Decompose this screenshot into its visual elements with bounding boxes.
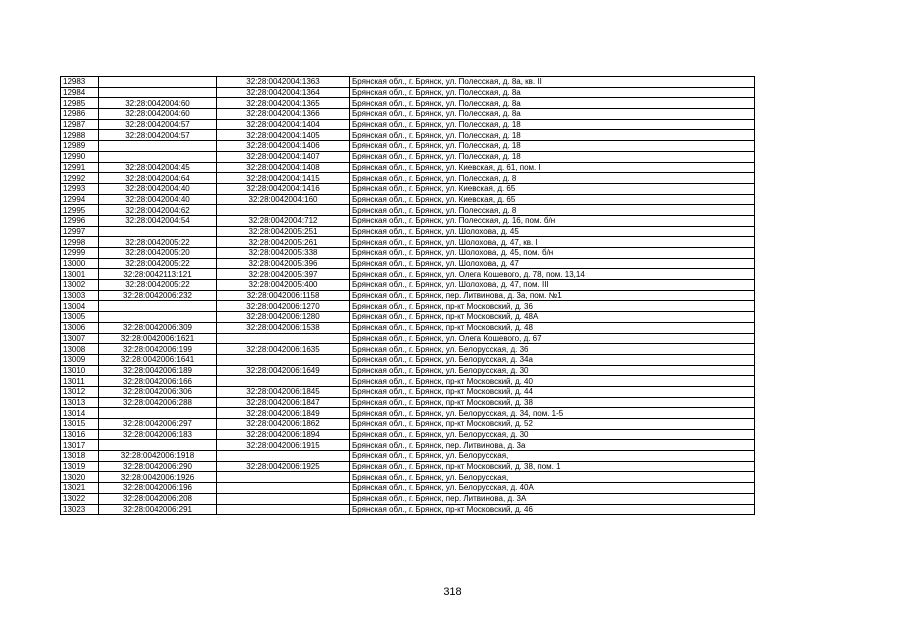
parent-cadastral-number-cell: 32:28:0042004:64 <box>99 173 217 184</box>
address-cell: Брянская обл., г. Брянск, ул. Белорусская, д. 30 <box>350 429 755 440</box>
cadastral-number-cell: 32:28:0042006:1894 <box>217 429 350 440</box>
table-row <box>61 77 755 88</box>
parent-cadastral-number-cell: 32:28:0042006:297 <box>99 419 217 430</box>
record-number-cell: 13023 <box>61 504 99 515</box>
record-number-cell: 12984 <box>61 87 99 98</box>
address-cell: Брянская обл., г. Брянск, ул. Белорусская, д. 30 <box>350 365 755 376</box>
parent-cadastral-number-cell <box>99 312 217 323</box>
address-cell: Брянская обл., г. Брянск, ул. Киевская, д. 65 <box>350 194 755 205</box>
parent-cadastral-number-cell: 32:28:0042004:62 <box>99 205 217 216</box>
record-number-cell: 12993 <box>61 183 99 194</box>
parent-cadastral-number-cell <box>99 77 217 88</box>
address-cell: Брянская обл., г. Брянск, пр-кт Московский, д. 38 <box>350 397 755 408</box>
cadastral-number-cell: 32:28:0042006:1847 <box>217 397 350 408</box>
table-row <box>61 301 755 312</box>
address-cell: Брянская обл., г. Брянск, пр-кт Московский, д. 48А <box>350 312 755 323</box>
cadastral-number-cell: 32:28:0042006:1158 <box>217 290 350 301</box>
address-cell: Брянская обл., г. Брянск, ул. Белорусская, д. 40А <box>350 483 755 494</box>
record-number-cell: 13000 <box>61 258 99 269</box>
record-number-cell: 12990 <box>61 151 99 162</box>
record-number-cell: 12989 <box>61 141 99 152</box>
cadastral-number-cell: 32:28:0042004:1405 <box>217 130 350 141</box>
parent-cadastral-number-cell: 32:28:0042004:40 <box>99 194 217 205</box>
record-number-cell: 13008 <box>61 344 99 355</box>
parent-cadastral-number-cell <box>99 151 217 162</box>
address-cell: Брянская обл., г. Брянск, ул. Полесская, д. 8 <box>350 205 755 216</box>
parent-cadastral-number-cell <box>99 301 217 312</box>
cadastral-number-cell: 32:28:0042004:160 <box>217 194 350 205</box>
table-row <box>61 215 755 226</box>
table-row <box>61 472 755 483</box>
table-row <box>61 386 755 397</box>
record-number-cell: 13019 <box>61 461 99 472</box>
address-cell: Брянская обл., г. Брянск, ул. Полесская, д. 8а <box>350 98 755 109</box>
parent-cadastral-number-cell: 32:28:0042006:288 <box>99 397 217 408</box>
table-row <box>61 419 755 430</box>
parent-cadastral-number-cell: 32:28:0042004:57 <box>99 119 217 130</box>
cadastral-number-cell: 32:28:0042004:1364 <box>217 87 350 98</box>
parent-cadastral-number-cell: 32:28:0042113:121 <box>99 269 217 280</box>
record-number-cell: 13020 <box>61 472 99 483</box>
cadastral-number-cell: 32:28:0042006:1915 <box>217 440 350 451</box>
cadastral-number-cell <box>217 376 350 387</box>
cadastral-number-cell <box>217 354 350 365</box>
record-number-cell: 13021 <box>61 483 99 494</box>
record-number-cell: 13006 <box>61 322 99 333</box>
parent-cadastral-number-cell: 32:28:0042006:189 <box>99 365 217 376</box>
cadastral-number-cell <box>217 472 350 483</box>
table-row <box>61 119 755 130</box>
address-cell: Брянская обл., г. Брянск, ул. Олега Кошевого, д. 78, пом. 13,14 <box>350 269 755 280</box>
address-cell: Брянская обл., г. Брянск, пер. Литвинова, д. 3А <box>350 493 755 504</box>
address-cell: Брянская обл., г. Брянск, ул. Белорусская, д. 36 <box>350 344 755 355</box>
address-cell: Брянская обл., г. Брянск, ул. Олега Кошевого, д. 67 <box>350 333 755 344</box>
address-cell: Брянская обл., г. Брянск, пер. Литвинова, д. 3а, пом. №1 <box>350 290 755 301</box>
cadastral-number-cell: 32:28:0042006:1845 <box>217 386 350 397</box>
parent-cadastral-number-cell: 32:28:0042006:1926 <box>99 472 217 483</box>
record-number-cell: 13005 <box>61 312 99 323</box>
record-number-cell: 13003 <box>61 290 99 301</box>
record-number-cell: 13004 <box>61 301 99 312</box>
cadastral-number-cell: 32:28:0042005:396 <box>217 258 350 269</box>
cadastral-number-cell <box>217 205 350 216</box>
record-number-cell: 13014 <box>61 408 99 419</box>
address-cell: Брянская обл., г. Брянск, ул. Полесская, д. 8а <box>350 109 755 120</box>
table-row <box>61 205 755 216</box>
parent-cadastral-number-cell <box>99 226 217 237</box>
cadastral-number-cell: 32:28:0042006:1280 <box>217 312 350 323</box>
cadastral-number-cell: 32:28:0042005:400 <box>217 280 350 291</box>
table-row <box>61 151 755 162</box>
table-row <box>61 333 755 344</box>
parent-cadastral-number-cell: 32:28:0042005:22 <box>99 237 217 248</box>
table-row <box>61 290 755 301</box>
parent-cadastral-number-cell: 32:28:0042006:166 <box>99 376 217 387</box>
table-row <box>61 376 755 387</box>
parent-cadastral-number-cell: 32:28:0042004:45 <box>99 162 217 173</box>
record-number-cell: 13002 <box>61 280 99 291</box>
table-row <box>61 354 755 365</box>
cadastral-number-cell: 32:28:0042006:1862 <box>217 419 350 430</box>
table-row <box>61 429 755 440</box>
cadastral-number-cell: 32:28:0042004:1404 <box>217 119 350 130</box>
table-row <box>61 162 755 173</box>
table-row <box>61 440 755 451</box>
parent-cadastral-number-cell: 32:28:0042006:306 <box>99 386 217 397</box>
table-row <box>61 344 755 355</box>
address-cell: Брянская обл., г. Брянск, ул. Шолохова, д. 45 <box>350 226 755 237</box>
table-row <box>61 109 755 120</box>
address-cell: Брянская обл., г. Брянск, пр-кт Московский, д. 44 <box>350 386 755 397</box>
address-cell: Брянская обл., г. Брянск, ул. Киевская, д. 61, пом. I <box>350 162 755 173</box>
record-number-cell: 12996 <box>61 215 99 226</box>
table-row <box>61 493 755 504</box>
cadastral-number-cell: 32:28:0042004:1416 <box>217 183 350 194</box>
record-number-cell: 13012 <box>61 386 99 397</box>
record-number-cell: 13010 <box>61 365 99 376</box>
record-number-cell: 12994 <box>61 194 99 205</box>
table-row <box>61 87 755 98</box>
cadastral-number-cell: 32:28:0042004:1408 <box>217 162 350 173</box>
parent-cadastral-number-cell <box>99 141 217 152</box>
address-cell: Брянская обл., г. Брянск, ул. Полесская, д. 18 <box>350 151 755 162</box>
parent-cadastral-number-cell <box>99 408 217 419</box>
address-cell: Брянская обл., г. Брянск, ул. Полесская, д. 16, пом. б/н <box>350 215 755 226</box>
cadastral-number-cell: 32:28:0042006:1270 <box>217 301 350 312</box>
record-number-cell: 12987 <box>61 119 99 130</box>
cadastral-number-cell: 32:28:0042004:712 <box>217 215 350 226</box>
table-row <box>61 483 755 494</box>
table-row <box>61 226 755 237</box>
table-row <box>61 194 755 205</box>
parent-cadastral-number-cell: 32:28:0042006:291 <box>99 504 217 515</box>
cadastral-number-cell: 32:28:0042006:1538 <box>217 322 350 333</box>
parent-cadastral-number-cell: 32:28:0042006:1641 <box>99 354 217 365</box>
table-row <box>61 408 755 419</box>
parent-cadastral-number-cell: 32:28:0042006:183 <box>99 429 217 440</box>
address-cell: Брянская обл., г. Брянск, ул. Шолохова, д. 47, пом. III <box>350 280 755 291</box>
cadastral-number-cell <box>217 333 350 344</box>
cadastral-number-cell: 32:28:0042005:397 <box>217 269 350 280</box>
address-cell: Брянская обл., г. Брянск, пер. Литвинова, д. 3а <box>350 440 755 451</box>
address-cell: Брянская обл., г. Брянск, ул. Полесская, д. 18 <box>350 119 755 130</box>
cadastral-number-cell: 32:28:0042005:251 <box>217 226 350 237</box>
parent-cadastral-number-cell: 32:28:0042006:199 <box>99 344 217 355</box>
parent-cadastral-number-cell: 32:28:0042005:22 <box>99 280 217 291</box>
address-cell: Брянская обл., г. Брянск, пр-кт Московский, д. 38, пом. 1 <box>350 461 755 472</box>
cadastral-number-cell <box>217 451 350 462</box>
cadastral-number-cell: 32:28:0042006:1635 <box>217 344 350 355</box>
parent-cadastral-number-cell: 32:28:0042005:20 <box>99 248 217 259</box>
cadastral-number-cell <box>217 504 350 515</box>
cadastral-number-cell: 32:28:0042005:338 <box>217 248 350 259</box>
parent-cadastral-number-cell: 32:28:0042004:54 <box>99 215 217 226</box>
record-number-cell: 13016 <box>61 429 99 440</box>
table-row <box>61 312 755 323</box>
address-cell: Брянская обл., г. Брянск, ул. Белорусская, д. 34а <box>350 354 755 365</box>
address-cell: Брянская обл., г. Брянск, пр-кт Московский, д. 48 <box>350 322 755 333</box>
parent-cadastral-number-cell: 32:28:0042004:60 <box>99 98 217 109</box>
parent-cadastral-number-cell <box>99 440 217 451</box>
parent-cadastral-number-cell: 32:28:0042006:208 <box>99 493 217 504</box>
table-row <box>61 248 755 259</box>
address-cell: Брянская обл., г. Брянск, ул. Киевская, д. 65 <box>350 183 755 194</box>
table-row <box>61 365 755 376</box>
record-number-cell: 13022 <box>61 493 99 504</box>
cadastral-number-cell: 32:28:0042004:1365 <box>217 98 350 109</box>
parent-cadastral-number-cell <box>99 87 217 98</box>
table-row <box>61 280 755 291</box>
cadastral-number-cell <box>217 493 350 504</box>
address-cell: Брянская обл., г. Брянск, ул. Полесская, д. 8а, кв. II <box>350 77 755 88</box>
cadastral-number-cell: 32:28:0042005:261 <box>217 237 350 248</box>
record-number-cell: 13013 <box>61 397 99 408</box>
page-number: 318 <box>443 586 462 598</box>
table-row <box>61 461 755 472</box>
record-number-cell: 12985 <box>61 98 99 109</box>
parent-cadastral-number-cell: 32:28:0042006:1918 <box>99 451 217 462</box>
record-number-cell: 12992 <box>61 173 99 184</box>
record-number-cell: 13018 <box>61 451 99 462</box>
cadastral-number-cell: 32:28:0042004:1366 <box>217 109 350 120</box>
parent-cadastral-number-cell: 32:28:0042006:309 <box>99 322 217 333</box>
address-cell: Брянская обл., г. Брянск, пр-кт Московский, д. 36 <box>350 301 755 312</box>
record-number-cell: 13009 <box>61 354 99 365</box>
table-row <box>61 141 755 152</box>
parent-cadastral-number-cell: 32:28:0042004:60 <box>99 109 217 120</box>
cadastral-number-cell: 32:28:0042004:1407 <box>217 151 350 162</box>
record-number-cell: 12995 <box>61 205 99 216</box>
table-row <box>61 451 755 462</box>
table-row <box>61 98 755 109</box>
record-number-cell: 13001 <box>61 269 99 280</box>
record-number-cell: 13007 <box>61 333 99 344</box>
record-number-cell: 12998 <box>61 237 99 248</box>
record-number-cell: 13017 <box>61 440 99 451</box>
table-row <box>61 130 755 141</box>
record-number-cell: 12991 <box>61 162 99 173</box>
address-cell: Брянская обл., г. Брянск, ул. Полесская, д. 8а <box>350 87 755 98</box>
parent-cadastral-number-cell: 32:28:0042005:22 <box>99 258 217 269</box>
record-number-cell: 12983 <box>61 77 99 88</box>
table-row <box>61 183 755 194</box>
parent-cadastral-number-cell: 32:28:0042006:1621 <box>99 333 217 344</box>
record-number-cell: 13011 <box>61 376 99 387</box>
table-row <box>61 269 755 280</box>
address-cell: Брянская обл., г. Брянск, ул. Шолохова, д. 47 <box>350 258 755 269</box>
parent-cadastral-number-cell: 32:28:0042006:232 <box>99 290 217 301</box>
table-row <box>61 397 755 408</box>
table-row <box>61 237 755 248</box>
cadastral-number-cell: 32:28:0042004:1363 <box>217 77 350 88</box>
address-cell: Брянская обл., г. Брянск, ул. Белорусская, д. 34, пом. 1-5 <box>350 408 755 419</box>
registry-table <box>60 76 755 515</box>
address-cell: Брянская обл., г. Брянск, ул. Полесская, д. 18 <box>350 130 755 141</box>
parent-cadastral-number-cell: 32:28:0042006:196 <box>99 483 217 494</box>
registry-table-body <box>61 77 755 515</box>
address-cell: Брянская обл., г. Брянск, ул. Полесская, д. 18 <box>350 141 755 152</box>
table-row <box>61 322 755 333</box>
cadastral-number-cell: 32:28:0042006:1649 <box>217 365 350 376</box>
record-number-cell: 12997 <box>61 226 99 237</box>
cadastral-number-cell <box>217 483 350 494</box>
cadastral-number-cell: 32:28:0042004:1415 <box>217 173 350 184</box>
address-cell: Брянская обл., г. Брянск, пр-кт Московский, д. 52 <box>350 419 755 430</box>
table-row <box>61 258 755 269</box>
record-number-cell: 12986 <box>61 109 99 120</box>
record-number-cell: 13015 <box>61 419 99 430</box>
parent-cadastral-number-cell: 32:28:0042006:290 <box>99 461 217 472</box>
parent-cadastral-number-cell: 32:28:0042004:40 <box>99 183 217 194</box>
table-row <box>61 173 755 184</box>
address-cell: Брянская обл., г. Брянск, пр-кт Московский, д. 40 <box>350 376 755 387</box>
table-row <box>61 504 755 515</box>
address-cell: Брянская обл., г. Брянск, пр-кт Московский, д. 46 <box>350 504 755 515</box>
record-number-cell: 12988 <box>61 130 99 141</box>
cadastral-number-cell: 32:28:0042004:1406 <box>217 141 350 152</box>
cadastral-number-cell: 32:28:0042006:1925 <box>217 461 350 472</box>
address-cell: Брянская обл., г. Брянск, ул. Шолохова, д. 47, кв. I <box>350 237 755 248</box>
cadastral-number-cell: 32:28:0042006:1849 <box>217 408 350 419</box>
address-cell: Брянская обл., г. Брянск, ул. Белорусская, <box>350 472 755 483</box>
parent-cadastral-number-cell: 32:28:0042004:57 <box>99 130 217 141</box>
record-number-cell: 12999 <box>61 248 99 259</box>
address-cell: Брянская обл., г. Брянск, ул. Белорусская, <box>350 451 755 462</box>
address-cell: Брянская обл., г. Брянск, ул. Шолохова, д. 45, пом. б/н <box>350 248 755 259</box>
address-cell: Брянская обл., г. Брянск, ул. Полесская, д. 8 <box>350 173 755 184</box>
